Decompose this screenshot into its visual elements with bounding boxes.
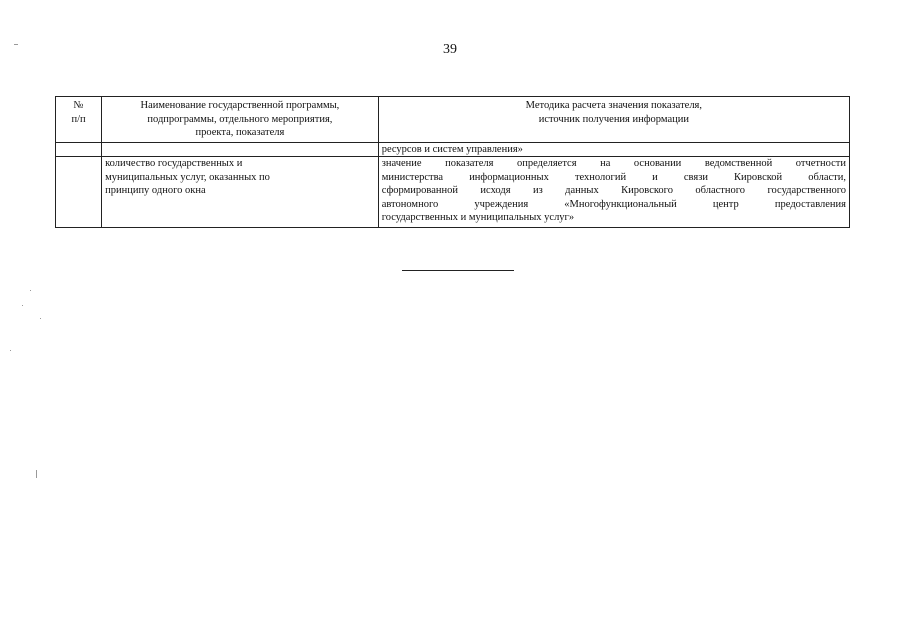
header-method-line: Методика расчета значения показателя, — [525, 100, 703, 111]
header-method — [378, 97, 849, 143]
cell-method-line: сформированной исходя из данных Кировского областного государственного — [381, 185, 846, 196]
header-name-line: подпрограммы, отдельного мероприятия, — [147, 113, 333, 125]
header-num-line: № — [73, 100, 84, 111]
header-name-line: проекта, показателя — [195, 127, 285, 138]
cell-method-line: значение показателя определяется на основании ведомственной отчетности — [381, 158, 846, 169]
cell-num — [56, 157, 102, 228]
scan-speck — [22, 305, 23, 306]
cell-name-line: муниципальных услуг, оказанных по — [105, 171, 270, 183]
cell-method: ресурсов и систем управления» — [378, 142, 849, 157]
scan-speck — [14, 44, 18, 45]
table-row — [56, 157, 850, 228]
cell-method-line: автономного учреждения «Многофункциональный центр предоставления — [381, 198, 846, 210]
scan-speck — [36, 470, 37, 478]
end-rule — [402, 270, 514, 271]
header-name-line: Наименование государственной программы, — [140, 100, 340, 111]
cell-name-line: количество государственных и — [105, 158, 243, 169]
cell-method — [378, 157, 849, 228]
table-row-continuation — [56, 142, 850, 157]
cell-name — [102, 142, 379, 157]
cell-num — [56, 142, 102, 157]
cell-method-line: министерства информационных технологий и связи Кировской области, — [381, 171, 846, 183]
indicator-table — [55, 96, 850, 228]
header-num-line: п/п — [71, 113, 86, 125]
cell-name-line: принципу одного окна — [105, 185, 206, 196]
page-number: 39 — [443, 42, 457, 57]
header-num — [56, 97, 102, 143]
cell-name — [102, 157, 379, 228]
header-method-line: источник получения информации — [538, 113, 689, 125]
header-name — [102, 97, 379, 143]
scan-speck — [10, 350, 11, 351]
table-header-row — [56, 97, 850, 143]
cell-method-line: государственных и муниципальных услуг» — [381, 212, 575, 223]
scan-speck — [30, 290, 31, 291]
scan-speck — [40, 318, 41, 319]
